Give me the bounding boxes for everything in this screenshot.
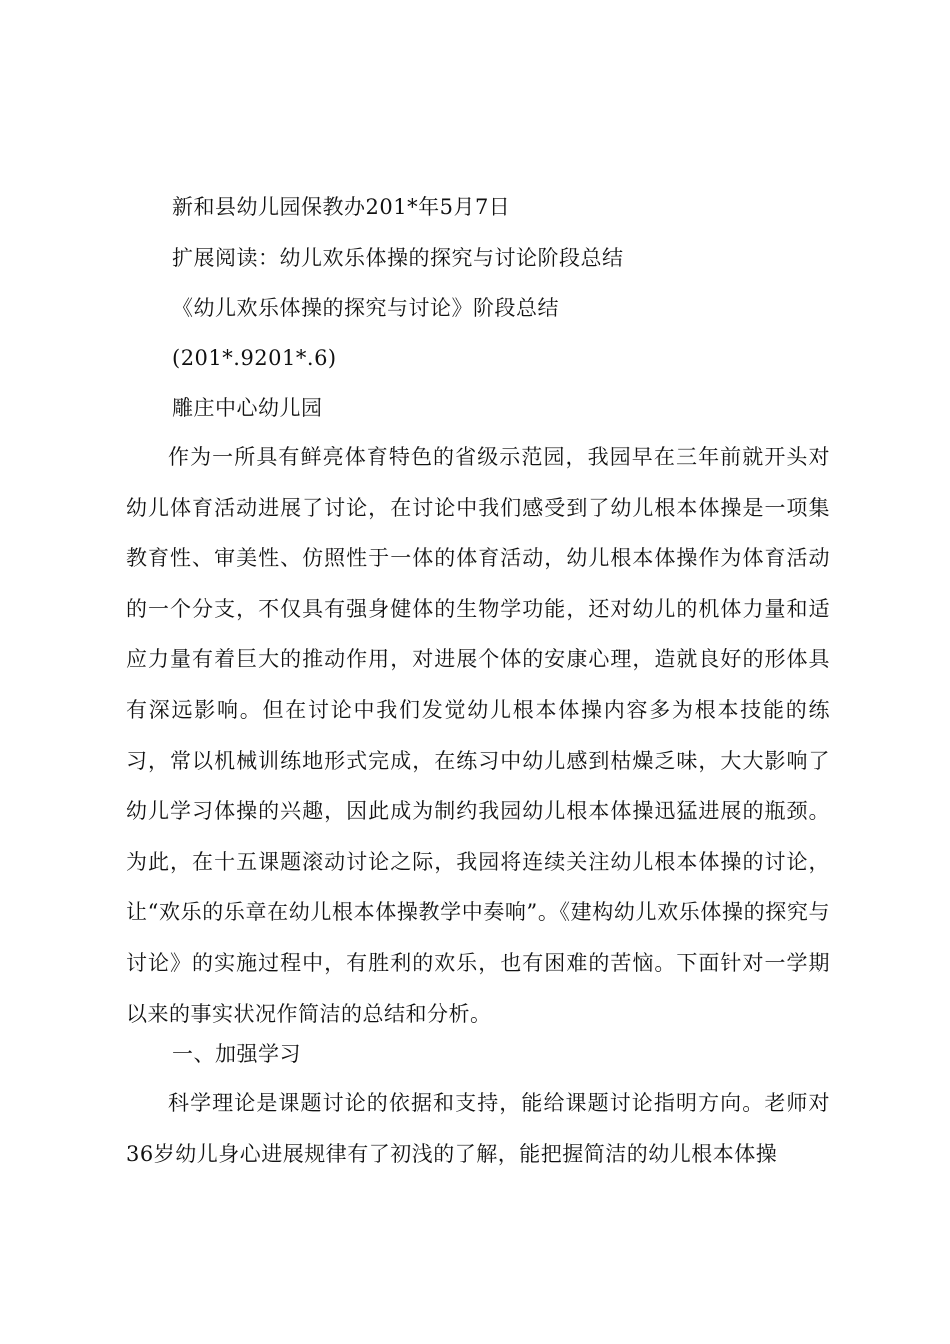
- issuer-date-line: 新和县幼儿园保教办201*年5月7日: [172, 195, 511, 219]
- period-range: (201*.9201*.6): [172, 346, 337, 370]
- institution-name: 雕庄中心幼儿园: [172, 396, 323, 420]
- body-paragraph-learning: 科学理论是课题讨论的依据和支持，能给课题讨论指明方向。老师对36岁幼儿身心进展规律有了初浅的了解，能把握简洁的幼儿根本体操: [126, 1091, 830, 1166]
- extended-reading-title: 扩展阅读：幼儿欢乐体操的探究与讨论阶段总结: [172, 246, 624, 270]
- section-heading: 一、加强学习: [172, 1042, 301, 1066]
- summary-title: 《幼儿欢乐体操的探究与讨论》阶段总结: [172, 296, 559, 320]
- body-paragraph-intro: 作为一所具有鲜亮体育特色的省级示范园，我园早在三年前就开头对幼儿体育活动进展了讨论，在讨论中我们感受到了幼儿根本体操是一项集教育性、审美性、仿照性于一体的体育活动，幼儿根本体操作为体育活动的一个分支，不仅具有强身健体的生物学功能，还对幼儿的机体力量和适应力量有着巨大的推动作用，对进展个体的安康心理，造就良好的形体具有深远影响。但在讨论中我们发觉幼儿根本体操内容多为根本技能的练习，常以机械训练地形式完成，在练习中幼儿感到枯燥乏味，大大影响了幼儿学习体操的兴趣，因此成为制约我园幼儿根本体操迅猛进展的瓶颈。为此，在十五课题滚动讨论之际，我园将连续关注幼儿根本体操的讨论，让“欢乐的乐章在幼儿根本体操教学中奏响”。《建构幼儿欢乐体操的探究与讨论》的实施过程中，有胜利的欢乐，也有困难的苦恼。下面针对一学期以来的事实状况作简洁的总结和分析。: [126, 445, 830, 1026]
